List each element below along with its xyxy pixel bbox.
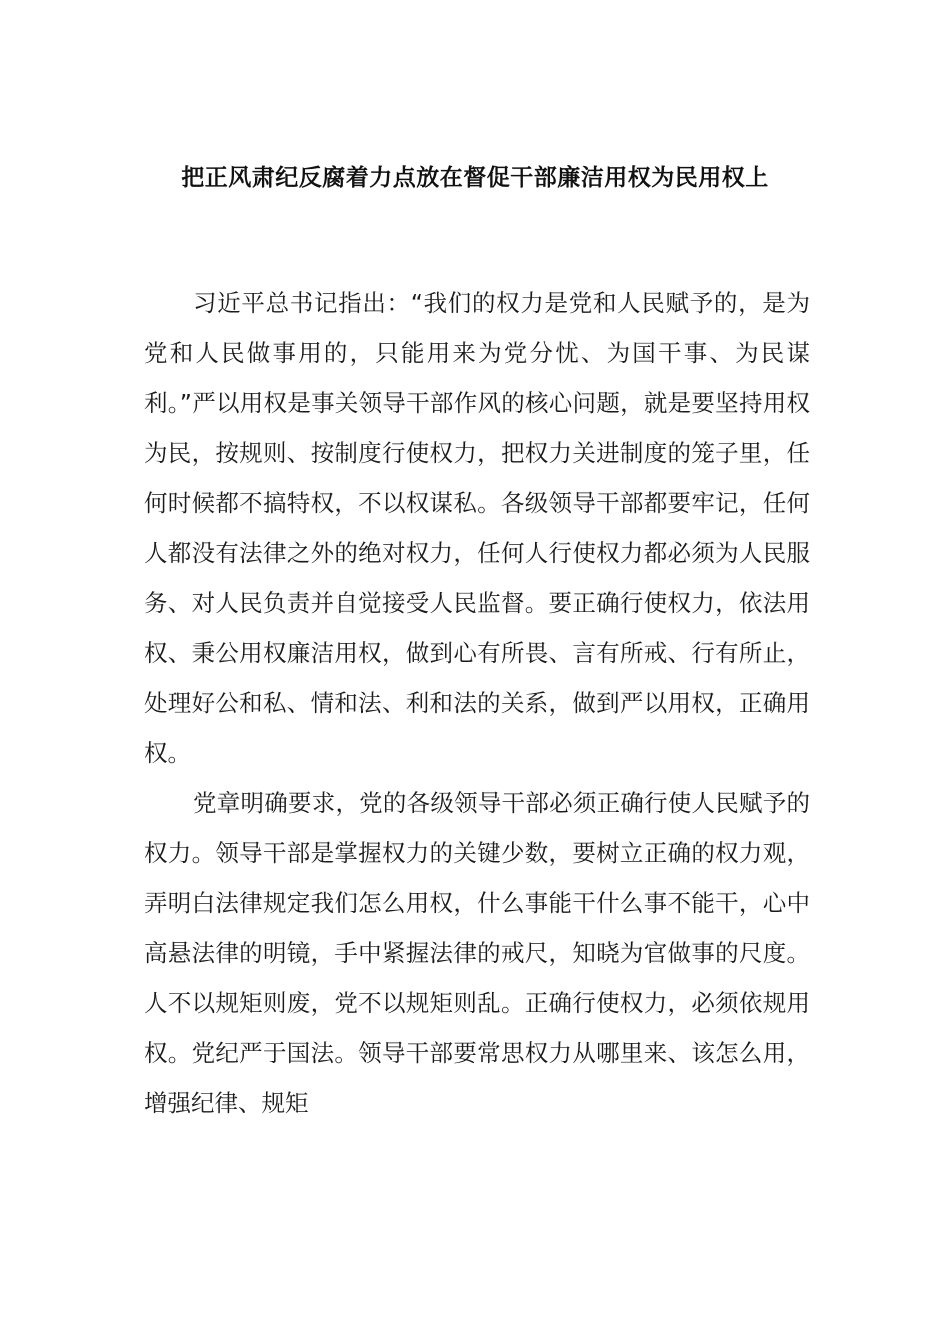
- document-body: [144, 278, 810, 1128]
- paragraph-2: 党章明确要求，党的各级领导干部必须正确行使人民赋予的权力。领导干部是掌握权力的关键少数，要树立正确的权力观，弄明白法律规定我们怎么用权，什么事能干什么事不能干，心中高悬法律的明镜，手中紧握法律的戒尺，知晓为官做事的尺度。人不以规矩则废，党不以规矩则乱。正确行使权力，必须依规用权。党纪严于国法。领导干部要常思权力从哪里来、该怎么用，增强纪律、规矩: [144, 789, 810, 1117]
- document-title: 把正风肃纪反腐着力点放在督促干部廉洁用权为民用权上: [181, 165, 769, 191]
- paragraph-1: 习近平总书记指出：“我们的权力是党和人民赋予的，是为党和人民做事用的，只能用来为党分忧、为国干事、为民谋利。”严以用权是事关领导干部作风的核心问题，就是要坚持用权为民，按规则、按制度行使权力，把权力关进制度的笼子里，任何时候都不搞特权，不以权谋私。各级领导干部都要牢记，任何人都没有法律之外的绝对权力，任何人行使权力都必须为人民服务、对人民负责并自觉接受人民监督。要正确行使权力，依法用权、秉公用权廉洁用权，做到心有所畏、言有所戒、行有所止，处理好公和私、情和法、利和法的关系，做到严以用权，正确用权。: [144, 289, 810, 767]
